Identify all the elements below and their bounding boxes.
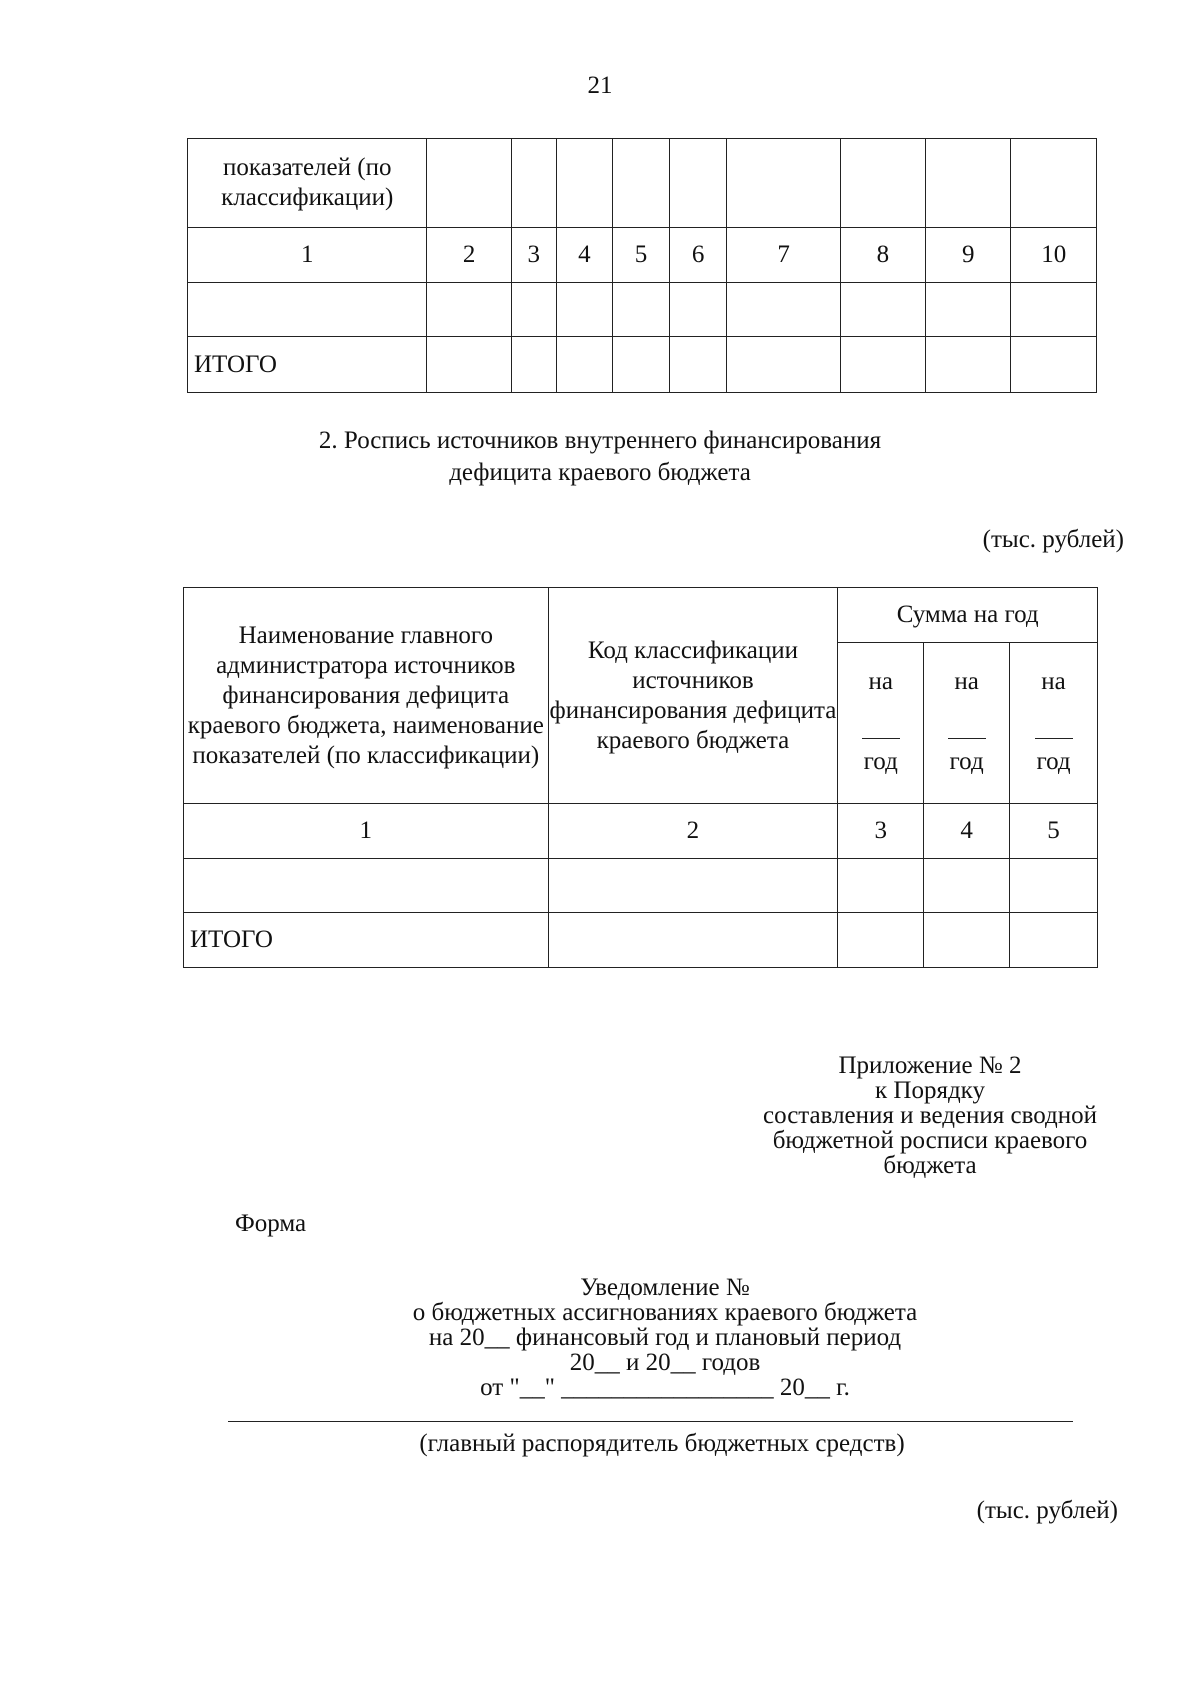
header-cell: [669, 139, 727, 228]
total-label: ИТОГО: [188, 337, 427, 393]
table-row: [188, 283, 1097, 337]
empty-cell: [727, 283, 840, 337]
empty-cell: [427, 337, 511, 393]
notice-line: Уведомление №: [580, 1274, 750, 1301]
header-cell-sum: Сумма на год: [838, 588, 1098, 643]
empty-cell: [188, 283, 427, 337]
header-cell-administrator: Наименование главного администратора источников финансирования дефицита краевого бюджета, наименование показателей (по классификации): [184, 588, 549, 804]
total-row: [184, 913, 1098, 968]
column-number: 2: [427, 228, 511, 283]
header-cell: [427, 139, 511, 228]
signature-line: [228, 1421, 1073, 1422]
column-number: 5: [1010, 804, 1098, 859]
header-cell: показателей (по классификации): [188, 139, 427, 228]
empty-cell: [924, 913, 1010, 968]
empty-cell: [838, 913, 924, 968]
empty-cell: [556, 283, 613, 337]
notice-heading: [0, 1275, 1200, 1400]
notice-line: от "__" _________________ 20__ г.: [480, 1374, 850, 1401]
table-row: [188, 139, 1097, 228]
empty-cell: [838, 859, 924, 913]
empty-cell: [1010, 859, 1098, 913]
header-cell: [727, 139, 840, 228]
column-number: 8: [840, 228, 925, 283]
empty-cell: [840, 337, 925, 393]
empty-cell: [427, 283, 511, 337]
appendix-line: к Порядку: [875, 1077, 985, 1104]
empty-cell: [556, 337, 613, 393]
year-suffix: год: [949, 748, 984, 775]
notice-line: 20__ и 20__ годов: [569, 1349, 761, 1376]
column-number: 4: [924, 804, 1010, 859]
sources-financing-table: [183, 587, 1098, 968]
appendix-line: составления и ведения сводной: [762, 1102, 1098, 1129]
notice-line: на 20__ финансовый год и плановый период: [428, 1324, 902, 1351]
header-cell: [926, 139, 1011, 228]
header-cell: [511, 139, 556, 228]
units-label: (тыс. рублей): [976, 1497, 1118, 1524]
empty-cell: [184, 859, 549, 913]
column-number: 3: [838, 804, 924, 859]
header-cell: [1011, 139, 1097, 228]
year-blank-line: [948, 738, 986, 739]
column-number: 7: [727, 228, 840, 283]
column-number: 1: [184, 804, 549, 859]
total-row: [188, 337, 1097, 393]
appendix-line: Приложение № 2: [838, 1052, 1022, 1079]
empty-cell: [669, 337, 727, 393]
section-title-line: дефицита краевого бюджета: [449, 459, 751, 486]
empty-cell: [924, 859, 1010, 913]
empty-cell: [548, 859, 838, 913]
column-number: 6: [669, 228, 727, 283]
header-cell-classification-code: Код классификации источников финансирования дефицита краевого бюджета: [548, 588, 838, 804]
table-row: [184, 859, 1098, 913]
page-number: 21: [587, 72, 613, 99]
column-number-row: [184, 804, 1098, 859]
column-number: 10: [1011, 228, 1097, 283]
year-prefix: на: [868, 668, 893, 695]
header-cell: [556, 139, 613, 228]
empty-cell: [1010, 913, 1098, 968]
line-caption: (главный распорядитель бюджетных средств): [419, 1430, 905, 1457]
column-number: 1: [188, 228, 427, 283]
empty-cell: [613, 283, 670, 337]
empty-cell: [511, 337, 556, 393]
section-title: [0, 425, 1200, 489]
empty-cell: [727, 337, 840, 393]
table-continuation: [187, 138, 1097, 393]
empty-cell: [840, 283, 925, 337]
year-blank-line: [1035, 738, 1073, 739]
empty-cell: [669, 283, 727, 337]
column-number: 3: [511, 228, 556, 283]
header-cell-year: [838, 643, 924, 804]
header-cell: [613, 139, 670, 228]
empty-cell: [613, 337, 670, 393]
empty-cell: [1011, 283, 1097, 337]
header-cell-year: [924, 643, 1010, 804]
column-number: 9: [926, 228, 1011, 283]
year-suffix: год: [863, 748, 898, 775]
column-number-row: [188, 228, 1097, 283]
appendix-block: [735, 1053, 1125, 1178]
empty-cell: [548, 913, 838, 968]
header-row: [184, 588, 1098, 643]
year-blank-line: [862, 738, 900, 739]
empty-cell: [926, 337, 1011, 393]
header-cell: [840, 139, 925, 228]
column-number: 2: [548, 804, 838, 859]
appendix-line: бюджета: [883, 1152, 977, 1179]
empty-cell: [926, 283, 1011, 337]
notice-line: о бюджетных ассигнованиях краевого бюджета: [412, 1299, 918, 1326]
header-cell-year: [1010, 643, 1098, 804]
units-label: (тыс. рублей): [982, 526, 1124, 553]
column-number: 4: [556, 228, 613, 283]
year-prefix: на: [1041, 668, 1066, 695]
year-suffix: год: [1036, 748, 1071, 775]
year-prefix: на: [954, 668, 979, 695]
empty-cell: [511, 283, 556, 337]
total-label: ИТОГО: [184, 913, 549, 968]
appendix-line: бюджетной росписи краевого: [772, 1127, 1088, 1154]
section-title-line: 2. Роспись источников внутреннего финансирования: [318, 427, 882, 454]
form-label: Форма: [235, 1210, 307, 1237]
column-number: 5: [613, 228, 670, 283]
empty-cell: [1011, 337, 1097, 393]
